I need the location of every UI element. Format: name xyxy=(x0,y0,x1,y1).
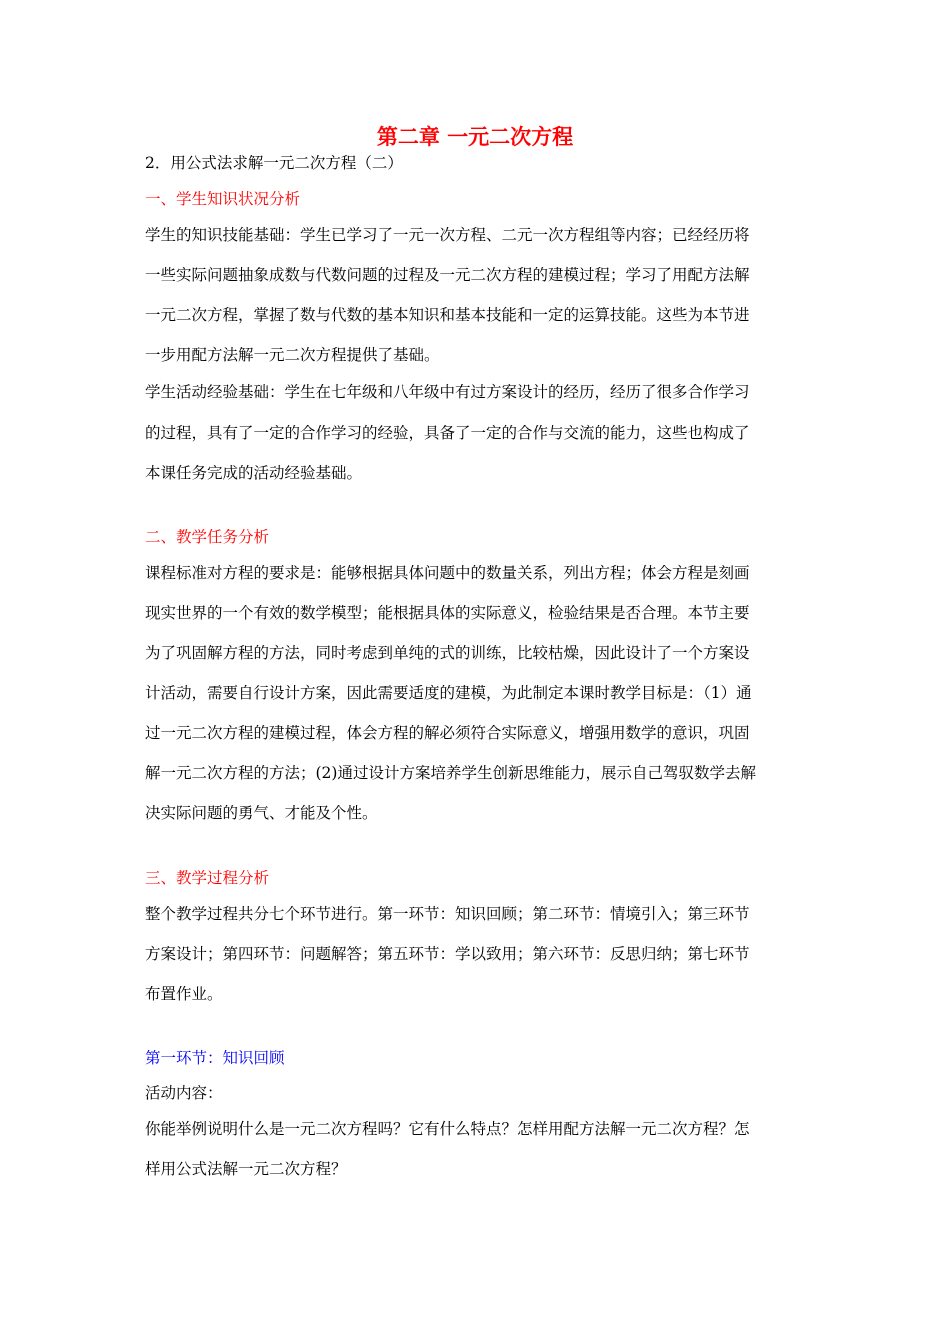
paragraph-line: 一元二次方程，掌握了数与代数的基本知识和基本技能和一定的运算技能。这些为本节进 xyxy=(145,306,750,324)
paragraph-line: 样用公式法解一元二次方程？ xyxy=(145,1160,347,1178)
paragraph-line: 课程标准对方程的要求是：能够根据具体问题中的数量关系，列出方程；体会方程是刻画 xyxy=(145,564,750,582)
chapter-title: 第二章 一元二次方程 xyxy=(376,124,574,149)
paragraph-line: 计活动，需要自行设计方案，因此需要适度的建模，为此制定本课时教学目标是：（1）通 xyxy=(145,684,752,702)
paragraph-line: 学生的知识技能基础：学生已学习了一元一次方程、二元一次方程组等内容；已经经历将 xyxy=(145,226,750,244)
paragraph-line: 一些实际问题抽象成数与代数问题的过程及一元二次方程的建模过程；学习了用配方法解 xyxy=(145,266,750,284)
paragraph-line: 解一元二次方程的方法；(2)通过设计方案培养学生创新思维能力，展示自己驾驭数学去解 xyxy=(145,764,756,782)
paragraph-line: 本课任务完成的活动经验基础。 xyxy=(145,464,363,482)
activity-label: 活动内容： xyxy=(145,1084,223,1102)
paragraph-line: 为了巩固解方程的方法，同时考虑到单纯的式的训练，比较枯燥，因此设计了一个方案设 xyxy=(145,644,750,662)
paragraph-line: 学生活动经验基础：学生在七年级和八年级中有过方案设计的经历，经历了很多合作学习 xyxy=(145,383,750,401)
lesson-subtitle: 2．用公式法求解一元二次方程（二） xyxy=(145,154,403,172)
section-heading-teaching-task: 二、教学任务分析 xyxy=(145,528,270,546)
paragraph-line: 一步用配方法解一元二次方程提供了基础。 xyxy=(145,346,440,364)
paragraph-line: 过一元二次方程的建模过程，体会方程的解必须符合实际意义，增强用数学的意识，巩固 xyxy=(145,724,750,742)
paragraph-line: 你能举例说明什么是一元二次方程吗？它有什么特点？怎样用配方法解一元二次方程？怎 xyxy=(145,1120,750,1138)
paragraph-line: 决实际问题的勇气、才能及个性。 xyxy=(145,804,378,822)
paragraph-line: 方案设计；第四环节：问题解答；第五环节：学以致用；第六环节：反思归纳；第七环节 xyxy=(145,945,750,963)
paragraph-line: 的过程，具有了一定的合作学习的经验，具备了一定的合作与交流的能力，这些也构成了 xyxy=(145,424,750,442)
paragraph-line: 布置作业。 xyxy=(145,985,223,1003)
section-heading-teaching-process: 三、教学过程分析 xyxy=(145,869,270,887)
section-heading-student-knowledge: 一、学生知识状况分析 xyxy=(145,190,301,208)
step-heading-knowledge-review: 第一环节：知识回顾 xyxy=(145,1049,285,1067)
paragraph-line: 整个教学过程共分七个环节进行。第一环节：知识回顾；第二环节：情境引入；第三环节 xyxy=(145,905,750,923)
paragraph-line: 现实世界的一个有效的数学模型；能根据具体的实际意义，检验结果是否合理。本节主要 xyxy=(145,604,750,622)
